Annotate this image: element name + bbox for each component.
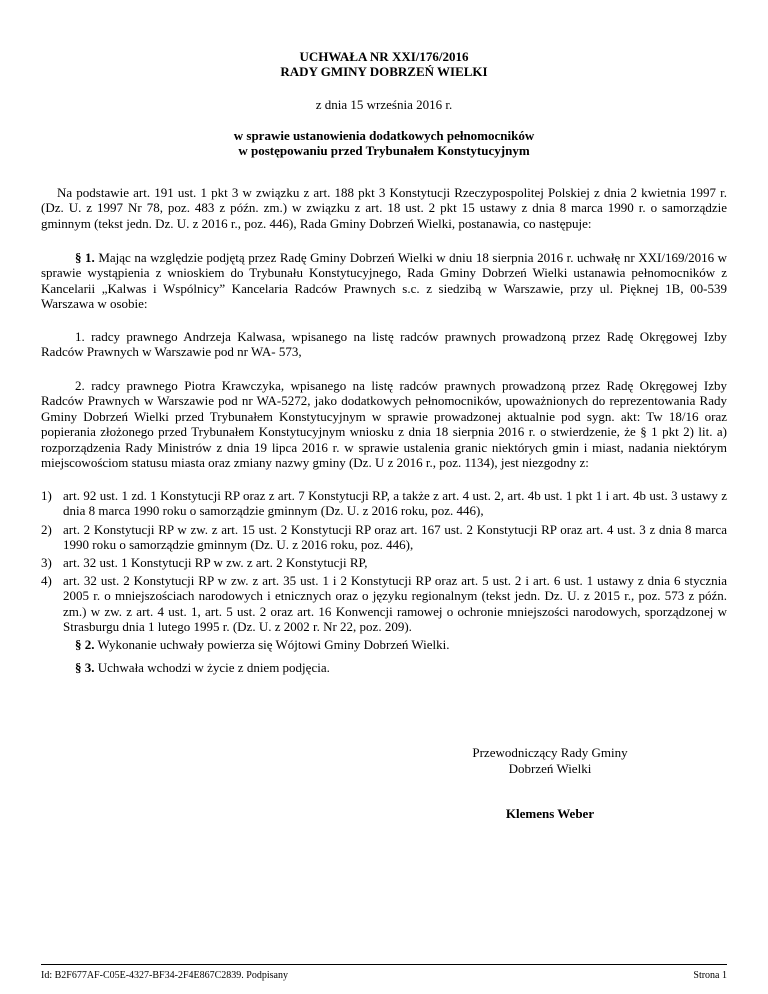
document-date: z dnia 15 września 2016 r. (315, 97, 453, 112)
person-2-paragraph: 2. radcy prawnego Piotra Krawczyka, wpisanego na listę radców prawnych prowadzoną przez Radę Okręgowej Izby Radców Prawnych w Warszawie pod nr WA-5272, jako dodatkowych pełnomocników, upoważnionych do reprezentowania Rady Gminy Dobrzeń Wielki przed Trybunałem Konstytucyjnym w sprawie prowadzonej aktualnie pod sygn. akt: Tw 18/16 oraz popierania złożonego przed Trybunałem Konstytucyjnym wniosku z dnia 18 sierpnia 2016 r. o stwierdzenie, że § 1 pkt 2) lit. a) rozporządzenia Rady Ministrów z dnia 19 lipca 2016 r. w sprawie ustalenia granic niektórych gmin i miast, nadania niektórym miejscowościom statusu miasta oraz zmiany nazwy gminy (Dz. U z 2016 r., poz. 1134), jest niezgodny z: (41, 378, 727, 471)
list-item-number: 4) (41, 573, 52, 588)
list-item-number: 3) (41, 555, 52, 570)
section-1-paragraph (41, 250, 727, 312)
person-1-paragraph: 1. radcy prawnego Andrzeja Kalwasa, wpisanego na listę radców prawnych prowadzoną przez Radę Okręgowej Izby Radców Prawnych w Warszawie pod nr WA- 573, (41, 329, 727, 360)
section-3-text: Uchwała wchodzi w życie z dniem podjęcia. (94, 660, 330, 675)
list-item (41, 488, 727, 519)
list-item-text: art. 32 ust. 1 Konstytucji RP w zw. z art. 2 Konstytucji RP, (63, 555, 368, 570)
list-item-number: 2) (41, 522, 52, 537)
footer-divider (41, 964, 727, 965)
footer-page-number: Strona 1 (693, 970, 727, 981)
section-2-text: Wykonanie uchwały powierza się Wójtowi Gminy Dobrzeń Wielki. (94, 637, 450, 652)
section-2-label: § 2. (75, 637, 95, 652)
signature-role-line2: Dobrzeń Wielki (508, 761, 592, 776)
list-item-text: art. 32 ust. 2 Konstytucji RP w zw. z art. 35 ust. 1 i 2 Konstytucji RP oraz art. 5 ust. 2 i art. 6 ust. 1 ustawy z dnia 6 stycznia 2005 r. o mniejszościach narodowych i etnicznych oraz o języku regionalnym (tekst jedn. Dz. U. z 2015 r., poz. 573 z późn. zm.) w zw. z art. 4 ust. 1, art. 5 ust. 2 oraz art. 16 Konwencji ramowej o ochronie mniejszości narodowych, sporządzonej w Strasburgu dnia 1 lutego 1995 r. (Dz. U. z 2002 r. Nr 22, poz. 209). (63, 573, 727, 635)
list-item (41, 573, 727, 635)
subject-line2: w postępowaniu przed Trybunałem Konstytucyjnym (238, 143, 530, 158)
list-item-text: art. 2 Konstytucji RP w zw. z art. 15 ust. 2 Konstytucji RP oraz art. 167 ust. 2 Konstytucji RP oraz art. 4 ust. 3 z dnia 8 marca 1990 roku o samorządzie gminnym (Dz. U. z 2016 roku, poz. 446), (63, 522, 727, 553)
section-2-paragraph (41, 637, 727, 652)
list-item-text: art. 92 ust. 1 zd. 1 Konstytucji RP oraz z art. 7 Konstytucji RP, a także z art. 4 ust. 2, art. 4b ust. 1 pkt 1 i art. 4b ust. 3 ustawy z dnia 8 marca 1990 roku o samorządzie gminnym (Dz. U. z 2016 roku, poz. 446), (63, 488, 727, 519)
footer-document-id: Id: B2F677AF-C05E-4327-BF34-2F4E867C2839. Podpisany (41, 970, 288, 981)
signature-name: Klemens Weber (505, 806, 595, 821)
list-item (41, 522, 727, 553)
section-1-text: Mając na względzie podjętą przez Radę Gminy Dobrzeń Wielki w dniu 18 sierpnia 2016 r. uchwałę nr XXI/169/2016 w sprawie wystąpienia z wnioskiem do Trybunału Konstytucyjnego, Rada Gminy Dobrzeń Wielki ustanawia pełnomocników z Kancelarii „Kalwas i Wspólnicy” Kancelaria Radców Prawnych s.c. z siedzibą w Warszawie, przy ul. Pięknej 1B, 00-539 Warszawa w osobie: (41, 250, 727, 312)
subject-line1: w sprawie ustanowienia dodatkowych pełnomocników (233, 128, 535, 143)
section-3-label: § 3. (75, 660, 95, 675)
preamble-paragraph: Na podstawie art. 191 ust. 1 pkt 3 w związku z art. 188 pkt 3 Konstytucji Rzeczypospolitej Polskiej z dnia 2 kwietnia 1997 r. (Dz. U. z 1997 Nr 78, poz. 483 z późn. zm.) w związku z art. 18 ust. 2 pkt 15 ustawy z dnia 8 marca 1990 r. o samorządzie gminnym (tekst jedn. Dz. U. z 2016 r., poz. 446), Rada Gminy Dobrzeń Wielki, postanawia, co następuje: (41, 185, 727, 231)
document-title-line2: RADY GMINY DOBRZEŃ WIELKI (280, 64, 488, 79)
signature-role-line1: Przewodniczący Rady Gminy (472, 745, 628, 760)
list-item (41, 555, 727, 570)
list-item-number: 1) (41, 488, 52, 503)
document-title-line1: UCHWAŁA NR XXI/176/2016 (299, 49, 469, 64)
section-3-paragraph (41, 660, 727, 675)
section-1-label: § 1. (75, 250, 95, 265)
